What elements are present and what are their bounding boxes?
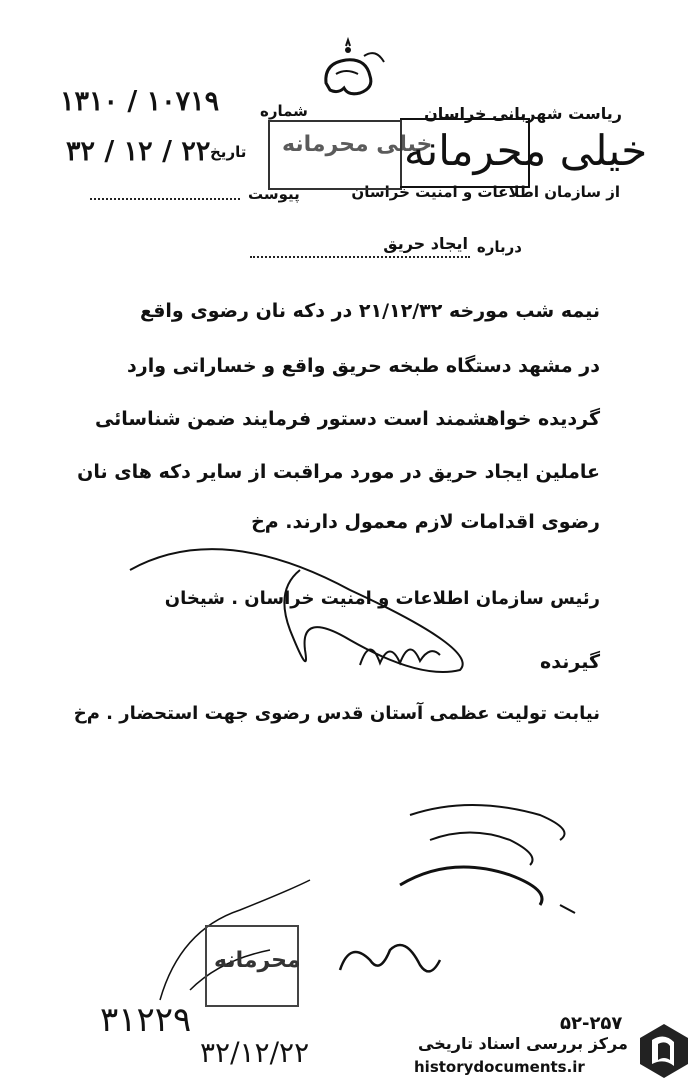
bottom-stamp: محرمانه <box>214 948 301 973</box>
classification-handwritten: خیلی محرمانه <box>404 126 648 175</box>
watermark-name: مرکز بررسی اسناد تاریخی <box>418 1034 628 1053</box>
body-line-5: رضوی اقدامات لازم معمول دارند. م‌خ <box>251 511 600 533</box>
letter-date: ۳۲ / ۱۲ / ۲۲ <box>66 136 211 167</box>
attachment-label: پیوست <box>248 185 300 203</box>
lion-and-sun-emblem-icon <box>318 38 388 108</box>
body-line-3: گردیده خواهشمند است دستور فرمایند ضمن شناسائی <box>94 408 600 430</box>
letter-number: ۱۳۱۰ / ۱۰۷۱۹ <box>60 86 220 117</box>
handwritten-bottom-date: ۳۲/۱۲/۲۲ <box>200 1036 310 1069</box>
classification-stamp: خیلی محرمانه <box>282 132 433 157</box>
document-code: ۵۲-۲۵۷ <box>560 1013 623 1034</box>
subject-value: ایجاد حریق <box>383 234 468 253</box>
subject-label: درباره <box>476 238 522 256</box>
signature-title: رئیس سازمان اطلاعات و امنیت خراسان . شیخان <box>164 588 600 609</box>
handwritten-annotation <box>390 795 590 925</box>
body-line-1: نیمه شب مورخه ۲۱/۱۲/۳۲ در دکه نان رضوی واقع <box>139 300 600 322</box>
attachment-field <box>90 198 240 200</box>
body-line-2: در مشهد دستگاه طبخه حریق واقع و خساراتی وارد <box>127 355 600 377</box>
subject-dotted-line <box>250 256 470 258</box>
signature-handwriting <box>355 625 445 675</box>
recipients-label: گیرنده <box>540 651 600 673</box>
organization-name: ریاست شهربانی خراسان <box>424 104 622 123</box>
number-label: شماره <box>260 102 308 120</box>
history-documents-logo-icon <box>638 1022 690 1080</box>
bottom-handwriting <box>330 930 450 990</box>
date-label: تاریخ <box>210 143 247 161</box>
handwritten-box <box>400 118 530 188</box>
recipient-line: نیابت تولیت عظمی آستان قدس رضوی جهت استحضار . م‌خ <box>73 703 600 724</box>
watermark-url: historydocuments.ir <box>414 1058 585 1076</box>
sender-organization: از سازمان اطلاعات و امنیت خراسان <box>351 183 620 201</box>
handwritten-reference-number: ۳۱۲۲۹ <box>100 1000 192 1040</box>
body-line-4: عاملین ایجاد حریق در مورد مراقبت از سایر دکه های نان <box>77 461 600 483</box>
